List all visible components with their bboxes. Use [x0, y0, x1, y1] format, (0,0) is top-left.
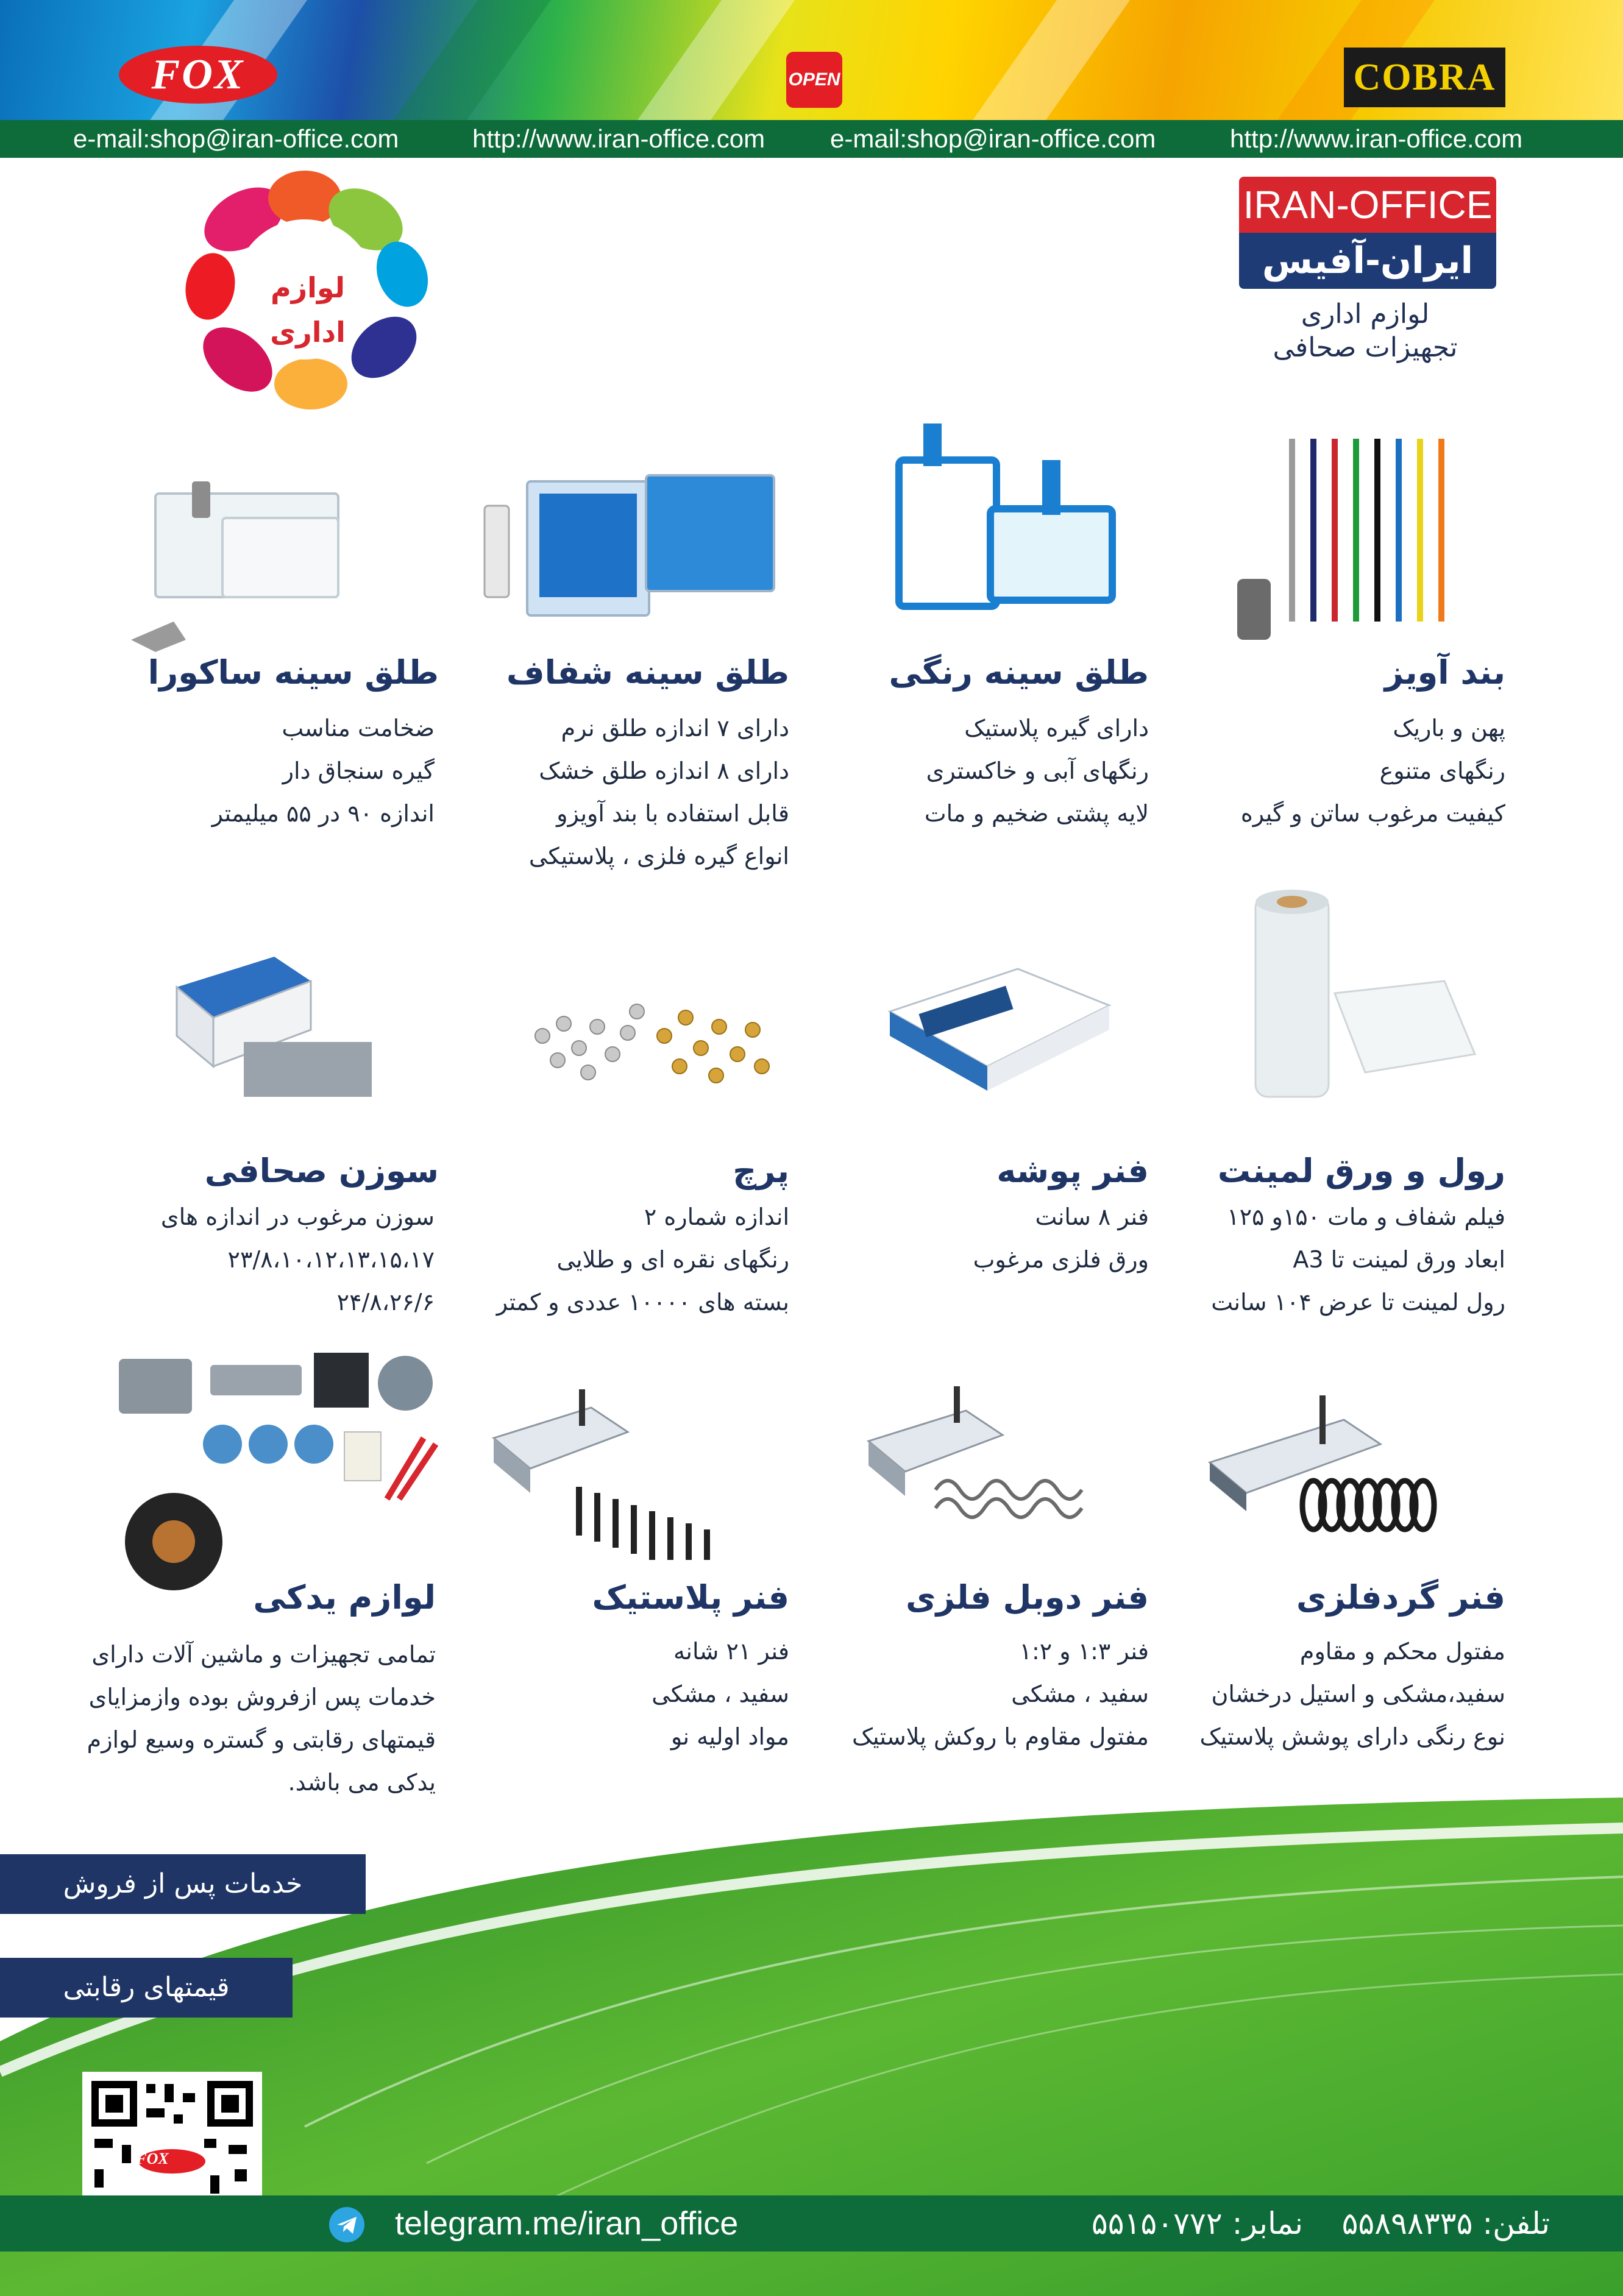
- description-line: ۲۳/۸،۱۰،۱۲،۱۳،۱۵،۱۷: [227, 1246, 435, 1273]
- telegram-link[interactable]: telegram.me/iran_office: [395, 2205, 739, 2242]
- website-link[interactable]: http://www.iran-office.com: [472, 124, 765, 153]
- description-line: دارای ۷ اندازه طلق نرم: [561, 715, 789, 742]
- sakura-badge-icon: [119, 481, 344, 664]
- contact-bar: [0, 120, 1623, 158]
- metal-coil-binder-image: [1204, 1383, 1460, 1566]
- description-line: سفید ، مشکی: [652, 1681, 789, 1707]
- description-line: رول لمینت تا عرض ۱۰۴ سانت: [1211, 1289, 1505, 1316]
- fox-logo: FOX: [119, 46, 277, 104]
- product-title: طلق سینه شفاف: [506, 653, 789, 692]
- competitive-price-tag: قیمتهای رقابتی: [0, 1958, 293, 2018]
- brand-name-en: IRAN-OFFICE: [1239, 177, 1496, 233]
- plastic-comb-binder-image: [488, 1389, 744, 1572]
- brand-subtitle: لوازم اداری: [1301, 299, 1430, 330]
- description-line: قابل استفاده با بند آویزو: [556, 800, 789, 827]
- description-line: رنگهای نقره ای و طلایی: [556, 1246, 789, 1273]
- description-line: ابعاد ورق لمینت تا A3: [1293, 1246, 1505, 1273]
- banner-streak: [602, 0, 812, 122]
- product-description: [925, 707, 1149, 835]
- brand-subtitle: تجهیزات صحافی: [1273, 332, 1458, 363]
- description-line: تمامی تجهیزات و ماشین آلات دارای: [91, 1641, 436, 1668]
- product-title: طلق سینه رنگی: [889, 653, 1149, 692]
- telegram-icon: [329, 2207, 364, 2242]
- product-description: [1200, 1630, 1505, 1758]
- comb-binder-icon: [488, 1389, 744, 1572]
- description-line: مفتول محکم و مقاوم: [1299, 1638, 1505, 1665]
- fastener-box-icon: [884, 957, 1115, 1097]
- description-line: فنر ۱:۳ و ۱:۲: [1019, 1638, 1149, 1665]
- paper-plane-icon: [329, 2207, 364, 2242]
- product-title: بند آویز: [1384, 653, 1505, 692]
- description-line: مواد اولیه نو: [670, 1723, 789, 1750]
- badge-holder-icon: [887, 423, 1118, 618]
- description-line: سوزن مرغوب در اندازه های: [160, 1203, 435, 1230]
- badge-text: اداری: [270, 316, 346, 349]
- sakura-badge-holder-image: [119, 481, 344, 664]
- product-description: [497, 1196, 789, 1323]
- clear-badge-holder-image: [478, 469, 783, 622]
- eyelet-image: [506, 969, 792, 1109]
- email-link[interactable]: e-mail:shop@iran-office.com: [830, 124, 1156, 153]
- product-title: فنر پلاستیک: [592, 1578, 789, 1617]
- banner-streak: [937, 0, 1147, 122]
- phone-label: تلفن:: [1482, 2206, 1550, 2241]
- product-description: [161, 1196, 435, 1323]
- banner-streak: [358, 0, 568, 122]
- description-line: رنگهای آبی و خاکستری: [926, 757, 1149, 784]
- product-title: لوازم یدکی: [253, 1578, 436, 1617]
- product-title: فنر گردفلزی: [1296, 1578, 1505, 1617]
- description-line: گیره سنجاق دار: [282, 757, 435, 784]
- open-logo: OPEN: [786, 52, 842, 108]
- product-title: پرچ: [733, 1152, 789, 1190]
- description-line: یدکی می باشد.: [288, 1769, 436, 1796]
- description-line: پهن و باریک: [1393, 715, 1505, 742]
- product-title: طلق سینه ساکورا: [147, 653, 439, 692]
- spare-parts-image: [107, 1347, 448, 1603]
- lanyard-image: [1225, 427, 1481, 658]
- description-line: فنر ۲۱ شانه: [673, 1638, 789, 1665]
- product-title: رول و ورق لمینت: [1217, 1152, 1505, 1190]
- email-link[interactable]: e-mail:shop@iran-office.com: [73, 124, 399, 153]
- fax-label: نمابر:: [1232, 2206, 1303, 2241]
- website-link[interactable]: http://www.iran-office.com: [1230, 124, 1523, 153]
- staples-box-icon: [171, 951, 384, 1109]
- eyelet-icon: [506, 969, 792, 1109]
- product-description: [852, 1630, 1149, 1758]
- qr-fox-logo: FOX: [136, 2150, 169, 2167]
- description-line: قیمتهای رقابتی و گستره وسیع لوازم: [87, 1726, 436, 1753]
- spare-parts-icon: [107, 1347, 448, 1603]
- description-line: ۲۴/۸،۲۶/۶: [336, 1289, 435, 1316]
- product-description: [212, 707, 435, 835]
- description-line: مفتول مقاوم با روکش پلاستیک: [851, 1723, 1149, 1750]
- product-description: [652, 1630, 789, 1758]
- file-fastener-image: [884, 957, 1115, 1097]
- clear-badge-icon: [478, 469, 783, 622]
- description-line: بسته های ۱۰۰۰۰ عددی و کمتر: [496, 1289, 789, 1316]
- description-line: کیفیت مرغوب ساتن و گیره: [1240, 800, 1505, 827]
- lanyard-icon: [1225, 427, 1481, 658]
- product-title: فنر دوبل فلزی: [906, 1578, 1149, 1617]
- description-line: ضخامت مناسب: [282, 715, 435, 742]
- description-line: خدمات پس ازفروش بوده وازمزایای: [88, 1684, 436, 1710]
- description-line: دارای گیره پلاستیک: [964, 715, 1149, 742]
- description-line: فیلم شفاف و مات ۱۵۰و ۱۲۵: [1227, 1203, 1505, 1230]
- phone-number: ۵۵۸۹۸۳۳۵: [1341, 2206, 1473, 2241]
- staples-image: [171, 951, 384, 1109]
- product-description: [973, 1196, 1149, 1281]
- description-line: اندازه ۹۰ در ۵۵ میلیمتر: [211, 800, 435, 827]
- description-line: سفید،مشکی و استیل درخشان: [1211, 1681, 1505, 1707]
- cobra-logo: COBRA: [1344, 48, 1505, 107]
- description-line: اندازه شماره ۲: [644, 1203, 789, 1230]
- double-wire-binder-image: [862, 1386, 1106, 1575]
- product-description: [1241, 707, 1505, 835]
- description-line: نوع رنگی دارای پوشش پلاستیک: [1199, 1723, 1505, 1750]
- product-description: [87, 1633, 436, 1804]
- description-line: فنر ۸ سانت: [1035, 1203, 1149, 1230]
- badge-text: لوازم: [270, 271, 346, 304]
- description-line: دارای ۸ اندازه طلق خشک: [539, 757, 789, 784]
- coil-binder-icon: [1204, 1383, 1460, 1566]
- laminate-roll-image: [1243, 884, 1481, 1103]
- product-description: [529, 707, 789, 877]
- product-description: [1211, 1196, 1505, 1323]
- wire-binder-icon: [862, 1386, 1106, 1575]
- description-line: سفید ، مشکی: [1011, 1681, 1149, 1707]
- product-title: سوزن صحافی: [204, 1152, 439, 1190]
- laminate-roll-icon: [1243, 884, 1481, 1103]
- product-title: فنر پوشه: [996, 1152, 1149, 1190]
- fax-number: ۵۵۱۵۰۷۷۲: [1091, 2206, 1223, 2241]
- brand-name-fa: ایران-آفیس: [1239, 233, 1496, 289]
- colored-badge-holder-image: [887, 423, 1118, 618]
- description-line: انواع گیره فلزی ، پلاستیکی: [528, 843, 789, 870]
- after-sales-tag: خدمات پس از فروش: [0, 1854, 366, 1914]
- description-line: ورق فلزی مرغوب: [973, 1246, 1149, 1273]
- description-line: لایه پشتی ضخیم و مات: [924, 800, 1149, 827]
- description-line: رنگهای متنوع: [1379, 757, 1505, 784]
- contact-numbers: [1092, 2195, 1550, 2252]
